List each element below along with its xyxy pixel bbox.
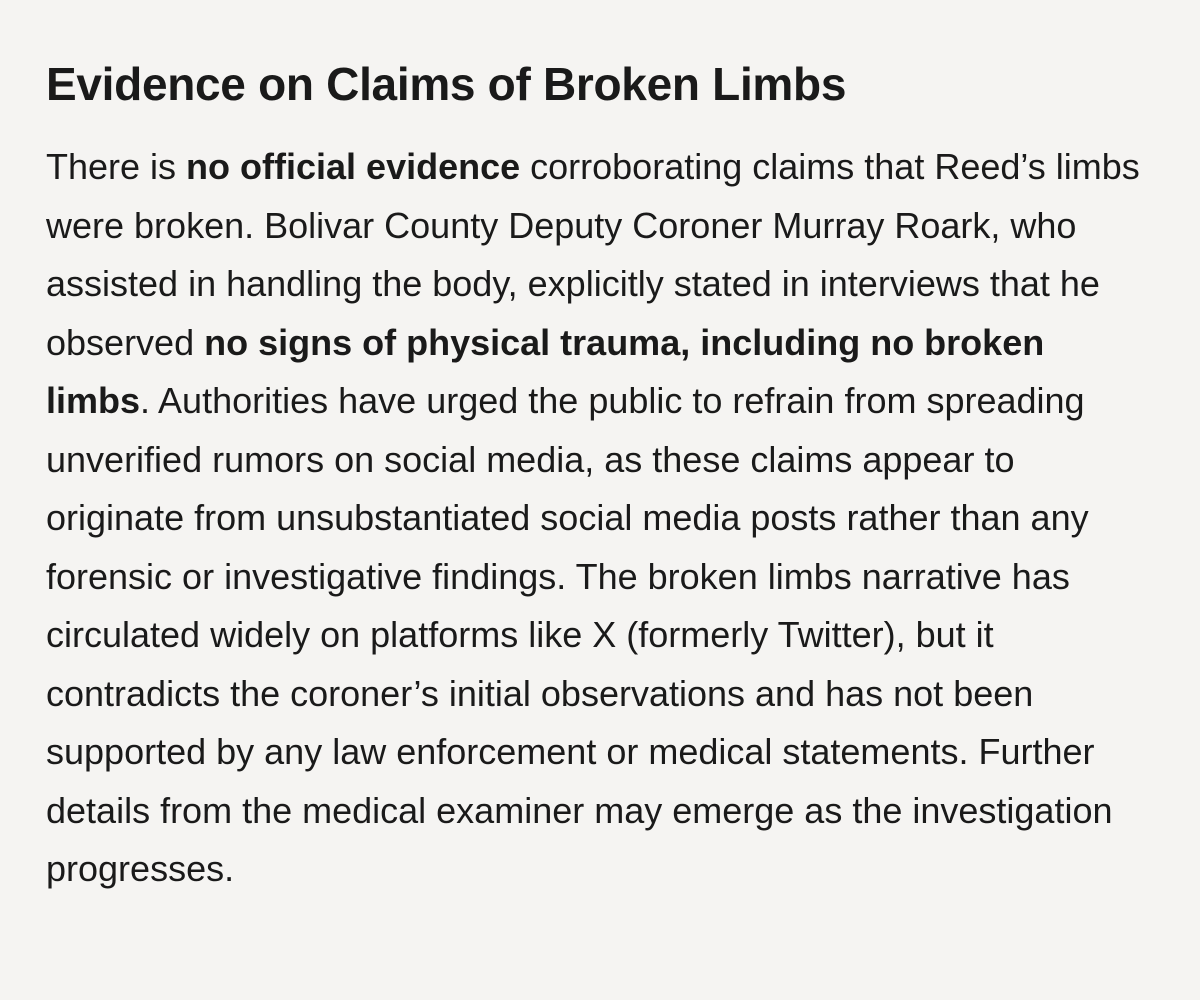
text-run: There is (46, 146, 187, 187)
bold-text-run: no official evidence (186, 146, 521, 187)
bold-text-run: no signs of physical trauma, including no broken limbs (46, 321, 1045, 421)
body-paragraph (46, 138, 1156, 899)
section-heading: Evidence on Claims of Broken Limbs (46, 58, 847, 110)
text-run: . Authorities have urged the public to refrain from spreading unverified rumors on social media, as these claims appear to originate from unsubstantiated social media posts rather than any forensic or investigative findings. The broken limbs narrative has circulated widely on platforms like X (formerly Twitter), but it contradicts the coroner’s initial observations and has not been supported by any law enforcement or medical statements. Further details from the medical examiner may emerge as the investigation progresses. (46, 380, 1113, 889)
article (46, 52, 1156, 899)
text-run: corroborating claims that Reed’s limbs were broken. Bolivar County Deputy Coroner Murray Roark, who assisted in handling the body, explicitly stated in interviews that he observed (46, 146, 1140, 363)
